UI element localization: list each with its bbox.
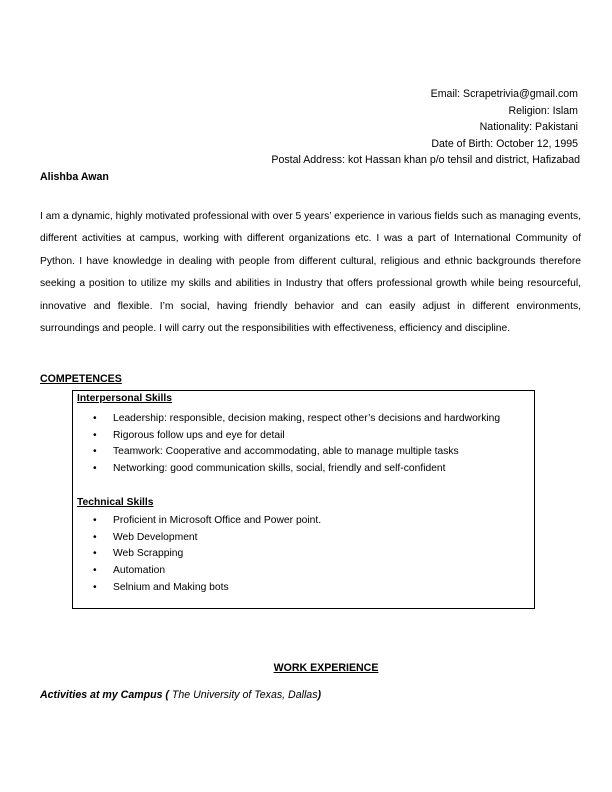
bullet-icon: • <box>93 581 97 593</box>
technical-skills-heading: Technical Skills <box>77 497 154 508</box>
activities-close: ) <box>317 689 322 701</box>
bullet-icon: • <box>93 446 97 458</box>
list-item <box>73 530 321 547</box>
skill-text: Web Development <box>113 531 198 543</box>
date-of-birth: Date of Birth: October 12, 1995 <box>431 137 578 150</box>
skill-text: Networking: good communication skills, social, friendly and self-confident <box>113 463 446 475</box>
interpersonal-skills-list <box>73 411 500 478</box>
work-experience-heading: WORK EXPERIENCE <box>273 662 379 674</box>
nationality: Nationality: Pakistani <box>479 121 578 134</box>
list-item <box>73 411 500 428</box>
summary-paragraph: I am a dynamic, highly motivated professional with over 5 years’ experience in various fields such as managing events, different activities at campus, working with different organizations etc. I was a part of International Community of Python. I have knowledge in dealing with people from different cultural, religious and ethnic backgrounds therefore seeking a position to utilize my skills and abilities in Industry that offers professional growth while being resourceful, innovative and flexible. I’m social, having friendly behavior and can easily adjust in different environments, surroundings and people. I will carry out the responsibilities with effectiveness, efficiency and discipline. <box>40 211 581 335</box>
bullet-icon: • <box>93 429 97 441</box>
skill-text: Leadership: responsible, decision making, respect other’s decisions and hardworking <box>113 413 501 424</box>
activities-line <box>40 689 321 701</box>
list-item <box>73 428 500 445</box>
religion: Religion: Islam <box>508 104 578 117</box>
skill-text: Automation <box>113 565 166 577</box>
activities-label: Activities at my Campus ( <box>40 689 172 701</box>
skill-text: Rigorous follow ups and eye for detail <box>113 429 285 441</box>
candidate-name: Alishba Awan <box>40 171 109 183</box>
bullet-icon: • <box>93 565 97 577</box>
email: Email: Scrapetrivia@gmail.com <box>430 88 578 100</box>
interpersonal-skills-heading: Interpersonal Skills <box>77 393 172 404</box>
bullet-icon: • <box>93 463 97 475</box>
bullet-icon: • <box>93 548 97 560</box>
skill-text: Web Scrapping <box>113 548 184 560</box>
list-item <box>73 461 500 478</box>
bullet-icon: • <box>93 413 97 424</box>
competences-box <box>72 390 535 609</box>
list-item <box>73 444 500 461</box>
technical-skills-list <box>73 513 321 596</box>
skill-text: Proficient in Microsoft Office and Power point. <box>113 515 322 526</box>
postal-address: Postal Address: kot Hassan khan p/o tehsil and district, Hafizabad <box>271 154 580 167</box>
contact-block <box>271 86 578 169</box>
activities-organization: The University of Texas, Dallas <box>171 689 318 701</box>
bullet-icon: • <box>93 515 97 526</box>
list-item <box>73 513 321 530</box>
competences-heading: COMPETENCES <box>40 373 122 385</box>
skill-text: Teamwork: Cooperative and accommodating, able to manage multiple tasks <box>113 446 459 458</box>
list-item <box>73 563 321 580</box>
skill-text: Selnium and Making bots <box>113 581 229 593</box>
bullet-icon: • <box>93 531 97 543</box>
list-item <box>73 580 321 597</box>
list-item <box>73 546 321 563</box>
